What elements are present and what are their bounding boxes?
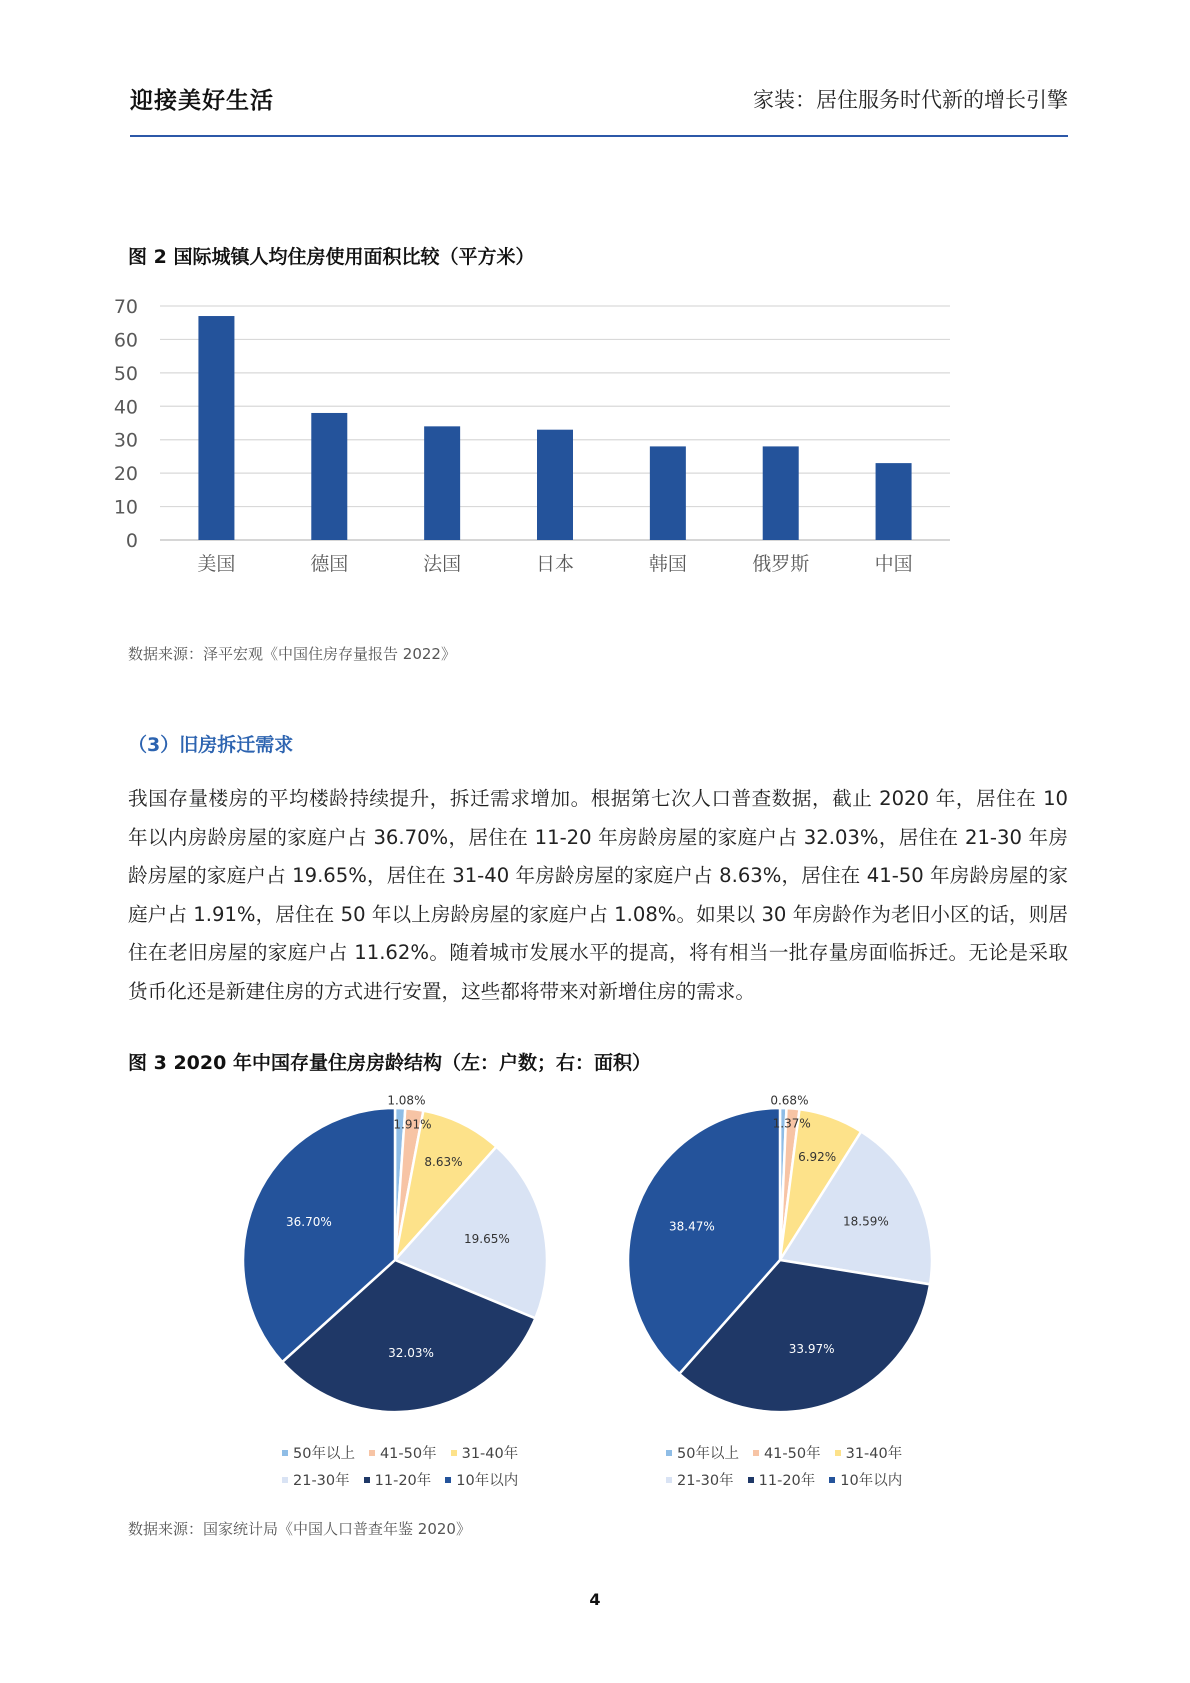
- pie-value-label: 1.37%: [772, 1116, 811, 1131]
- x-tick-label: 俄罗斯: [752, 553, 810, 575]
- legend-swatch: [666, 1450, 672, 1456]
- pie-value-label: 6.92%: [798, 1150, 837, 1165]
- x-tick-label: 美国: [197, 553, 236, 575]
- x-tick-label: 法国: [423, 553, 462, 575]
- x-tick-label: 中国: [874, 553, 913, 575]
- y-tick-label: 70: [113, 296, 138, 318]
- legend-item: [445, 1469, 518, 1490]
- y-tick-label: 20: [113, 463, 138, 486]
- y-tick-label: 40: [113, 396, 138, 419]
- legend-swatch: [451, 1450, 457, 1456]
- pie-value-label: 1.91%: [393, 1117, 432, 1132]
- legend-label: 41-50年: [763, 1446, 821, 1462]
- legend-label: 11-20年: [758, 1473, 816, 1489]
- header-divider: [130, 135, 1068, 137]
- pie-value-label: 0.68%: [770, 1093, 809, 1108]
- legend-item: [753, 1442, 821, 1463]
- figure3-source: 数据来源：国家统计局《中国人口普查年鉴 2020》: [128, 1520, 471, 1538]
- figure2-source: 数据来源：泽平宏观《中国住房存量报告 2022》: [128, 645, 456, 663]
- header-subtitle: 家装：居住服务时代新的增长引擎: [753, 88, 1068, 112]
- bar: [650, 446, 686, 540]
- legend-item: [282, 1469, 350, 1490]
- legend-row: [282, 1442, 518, 1463]
- legend-swatch: [445, 1477, 451, 1483]
- legend-label: 10年以内: [840, 1473, 903, 1489]
- page-number: 4: [589, 1590, 601, 1609]
- pie-value-label: 33.97%: [788, 1341, 835, 1356]
- legend-label: 21-30年: [293, 1473, 350, 1489]
- pie-value-label: 1.08%: [387, 1093, 426, 1108]
- bar-chart: [110, 290, 960, 620]
- legend-area: [666, 1442, 902, 1496]
- legend-swatch: [835, 1450, 841, 1456]
- bar: [763, 446, 799, 540]
- legend-swatch: [829, 1477, 835, 1483]
- legend-swatch: [666, 1477, 672, 1483]
- legend-item: [369, 1442, 437, 1463]
- bar: [198, 316, 234, 540]
- figure2-title: 图 2 国际城镇人均住房使用面积比较（平方米）: [128, 246, 535, 268]
- pie-value-label: 36.70%: [285, 1214, 332, 1229]
- legend-households: [282, 1442, 518, 1496]
- legend-swatch: [748, 1477, 754, 1483]
- legend-row: [666, 1469, 902, 1490]
- x-tick-label: 日本: [535, 553, 575, 575]
- pie-value-label: 8.63%: [424, 1154, 463, 1169]
- legend-item: [748, 1469, 816, 1490]
- pie-chart-area: [615, 1090, 945, 1430]
- legend-label: 50年以上: [293, 1446, 355, 1462]
- legend-item: [282, 1442, 355, 1463]
- x-tick-label: 德国: [310, 553, 349, 575]
- header-title: 迎接美好生活: [130, 88, 274, 114]
- legend-label: 41-50年: [379, 1446, 437, 1462]
- pie-value-label: 38.47%: [668, 1219, 715, 1234]
- pie-value-label: 18.59%: [843, 1214, 889, 1229]
- y-tick-label: 50: [113, 362, 138, 385]
- bar: [876, 463, 912, 540]
- bar: [537, 430, 573, 540]
- legend-row: [666, 1442, 902, 1463]
- y-tick-label: 60: [113, 329, 138, 352]
- legend-row: [282, 1469, 518, 1490]
- y-tick-label: 30: [113, 429, 138, 452]
- legend-swatch: [369, 1450, 375, 1456]
- legend-label: 21-30年: [677, 1473, 734, 1489]
- legend-swatch: [753, 1450, 759, 1456]
- legend-swatch: [364, 1477, 370, 1483]
- legend-item: [666, 1469, 734, 1490]
- legend-item: [666, 1442, 739, 1463]
- legend-item: [835, 1442, 903, 1463]
- legend-label: 50年以上: [677, 1446, 739, 1462]
- figure3-title: 图 3 2020 年中国存量住房房龄结构（左：户数；右：面积）: [128, 1052, 651, 1074]
- legend-label: 11-20年: [374, 1473, 432, 1489]
- legend-swatch: [282, 1450, 288, 1456]
- legend-label: 10年以内: [456, 1473, 519, 1489]
- legend-swatch: [282, 1477, 288, 1483]
- y-tick-label: 0: [125, 530, 138, 552]
- pie-value-label: 19.65%: [464, 1232, 510, 1247]
- y-tick-label: 10: [113, 496, 138, 519]
- legend-item: [829, 1469, 902, 1490]
- bar: [311, 413, 347, 540]
- x-tick-label: 韩国: [648, 553, 687, 575]
- legend-item: [451, 1442, 519, 1463]
- bar: [424, 426, 460, 540]
- legend-label: 31-40年: [461, 1446, 519, 1462]
- pie-chart-households: [230, 1090, 560, 1430]
- section-paragraph: 我国存量楼房的平均楼龄持续提升，拆迁需求增加。根据第七次人口普查数据，截止 2020 年，居住在 10 年以内房龄房屋的家庭户占 36.70%，居住在 11-20 年房龄房屋的家庭户占 32.03%，居住在 21-30 年房龄房屋的家庭户占 19.65%，居住在 31-40 年房龄房屋的家庭户占 8.63%，居住在 41-50 年房龄房屋的家庭户占 1.91%，居住在 50 年以上房龄房屋的家庭户占 1.08%。如果以 30 年房龄作为老旧小区的话，则居住在老旧房屋的家庭户占 11.62%。随着城市发展水平的提高，将有相当一批存量房面临拆迁。无论是采取货币化还是新建住房的方式进行安置，这些都将带来对新增住房的需求。: [128, 787, 1068, 1003]
- pie-value-label: 32.03%: [388, 1345, 434, 1360]
- legend-label: 31-40年: [845, 1446, 903, 1462]
- legend-item: [364, 1469, 432, 1490]
- section-title: （3）旧房拆迁需求: [128, 734, 294, 756]
